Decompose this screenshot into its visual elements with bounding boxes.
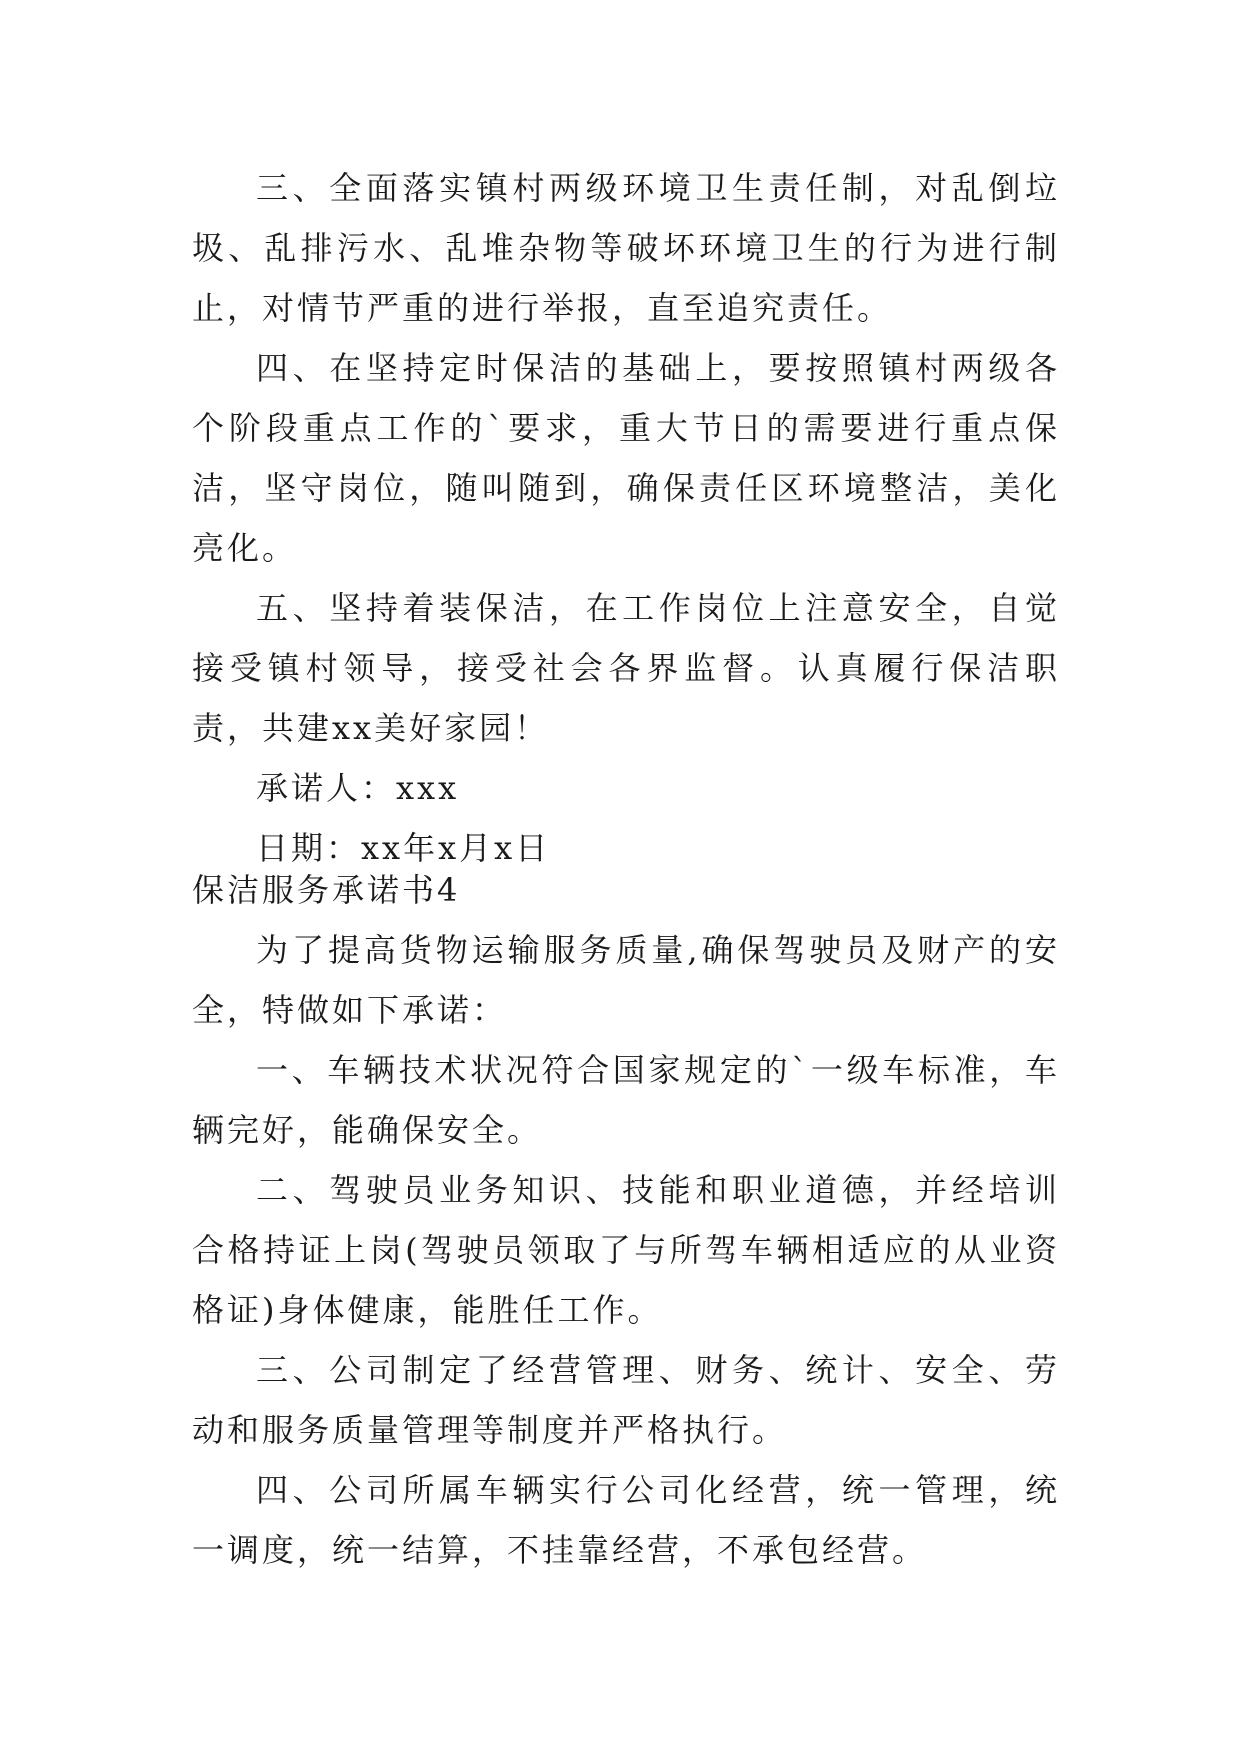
section-title: 保洁服务承诺书4 [192, 871, 461, 909]
paragraph: 三、全面落实镇村两级环境卫生责任制，对乱倒垃圾、乱排污水、乱堆杂物等破坏环境卫生的行为进行制止，对情节严重的进行举报，直至追究责任。 [192, 169, 1060, 327]
date-line: 日期：xx年x月x日 [256, 829, 551, 867]
paragraph: 五、坚持着装保洁，在工作岗位上注意安全，自觉接受镇村领导，接受社会各界监督。认真履行保洁职责，共建xx美好家园！ [192, 589, 1060, 747]
paragraph: 四、在坚持定时保洁的基础上，要按照镇村两级各个阶段重点工作的`要求，重大节日的需要进行重点保洁，坚守岗位，随叫随到，确保责任区环境整洁，美化亮化。 [192, 349, 1060, 567]
section-body [192, 920, 1060, 1580]
paragraph: 四、公司所属车辆实行公司化经营，统一管理，统一调度，统一结算，不挂靠经营，不承包经营。 [192, 1471, 1060, 1569]
paragraph: 三、公司制定了经营管理、财务、统计、安全、劳动和服务质量管理等制度并严格执行。 [192, 1351, 1060, 1449]
paragraph: 一、车辆技术状况符合国家规定的`一级车标准，车辆完好，能确保安全。 [192, 1051, 1060, 1149]
paragraph: 二、驾驶员业务知识、技能和职业道德，并经培训合格持证上岗(驾驶员领取了与所驾车辆相适应的从业资格证)身体健康，能胜任工作。 [192, 1171, 1060, 1329]
previous-section-body [192, 158, 1060, 878]
paragraph: 为了提高货物运输服务质量,确保驾驶员及财产的安全，特做如下承诺： [192, 931, 1060, 1029]
signatory-line: 承诺人：xxx [256, 769, 460, 807]
